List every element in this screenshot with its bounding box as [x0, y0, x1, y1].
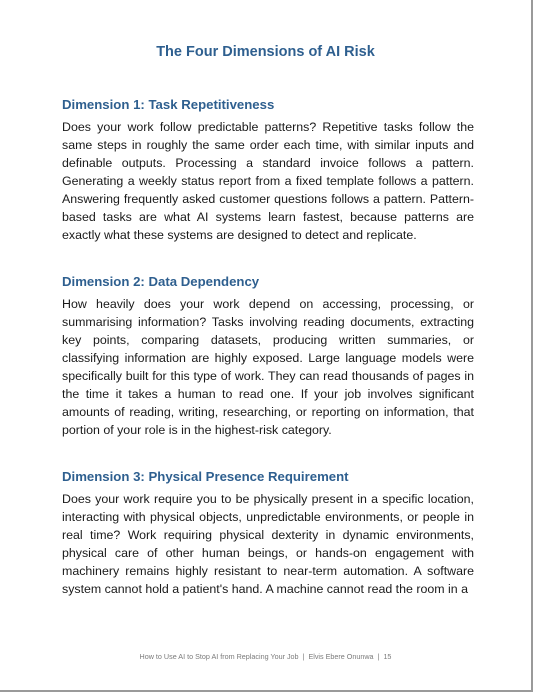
- section-heading: Dimension 1: Task Repetitiveness: [62, 97, 275, 112]
- footer-author: Elvis Ebere Onunwa: [308, 652, 374, 661]
- section-body: Does your work require you to be physically present in a specific location, interacting with physical objects, unpredictable environments, or people in real time? Work requiring physical dexterity in dynamic environments, physical care of other human beings, or hands-on engagement with machinery remains highly resistant to near-term automation. A software system cannot hold a patient's hand. A machine cannot read the room in a: [62, 492, 474, 596]
- footer-book-title: How to Use AI to Stop AI from Replacing Your Job: [139, 652, 299, 661]
- footer-separator: |: [377, 652, 380, 661]
- section-dimension-2: [62, 274, 474, 439]
- footer-page-number: 15: [383, 652, 392, 661]
- page-footer: [0, 652, 531, 661]
- section-heading: Dimension 2: Data Dependency: [62, 274, 260, 289]
- section-body: How heavily does your work depend on accessing, processing, or summarising information? Tasks involving reading documents, extracting key points, comparing datasets, producing written summaries, or classifying information are highly exposed. Large language models were specifically built for this type of work. They can read thousands of pages in the time it takes a human to read one. If your job involves significant amounts of reading, writing, researching, or reporting on information, that portion of your role is in the highest-risk category.: [62, 297, 474, 437]
- page-title: The Four Dimensions of AI Risk: [156, 44, 375, 60]
- section-heading: Dimension 3: Physical Presence Requirement: [62, 469, 349, 484]
- section-dimension-1: [62, 97, 474, 244]
- section-dimension-3: [62, 469, 474, 598]
- footer-separator: |: [302, 652, 305, 661]
- section-body: Does your work follow predictable patterns? Repetitive tasks follow the same steps in roughly the same order each time, with similar inputs and definable outputs. Processing a standard invoice follows a pattern. Generating a weekly status report from a fixed template follows a pattern. Answering frequently asked customer questions follows a pattern. Pattern-based tasks are what AI systems learn fastest, because patterns are exactly what these systems are designed to detect and replicate.: [62, 120, 474, 242]
